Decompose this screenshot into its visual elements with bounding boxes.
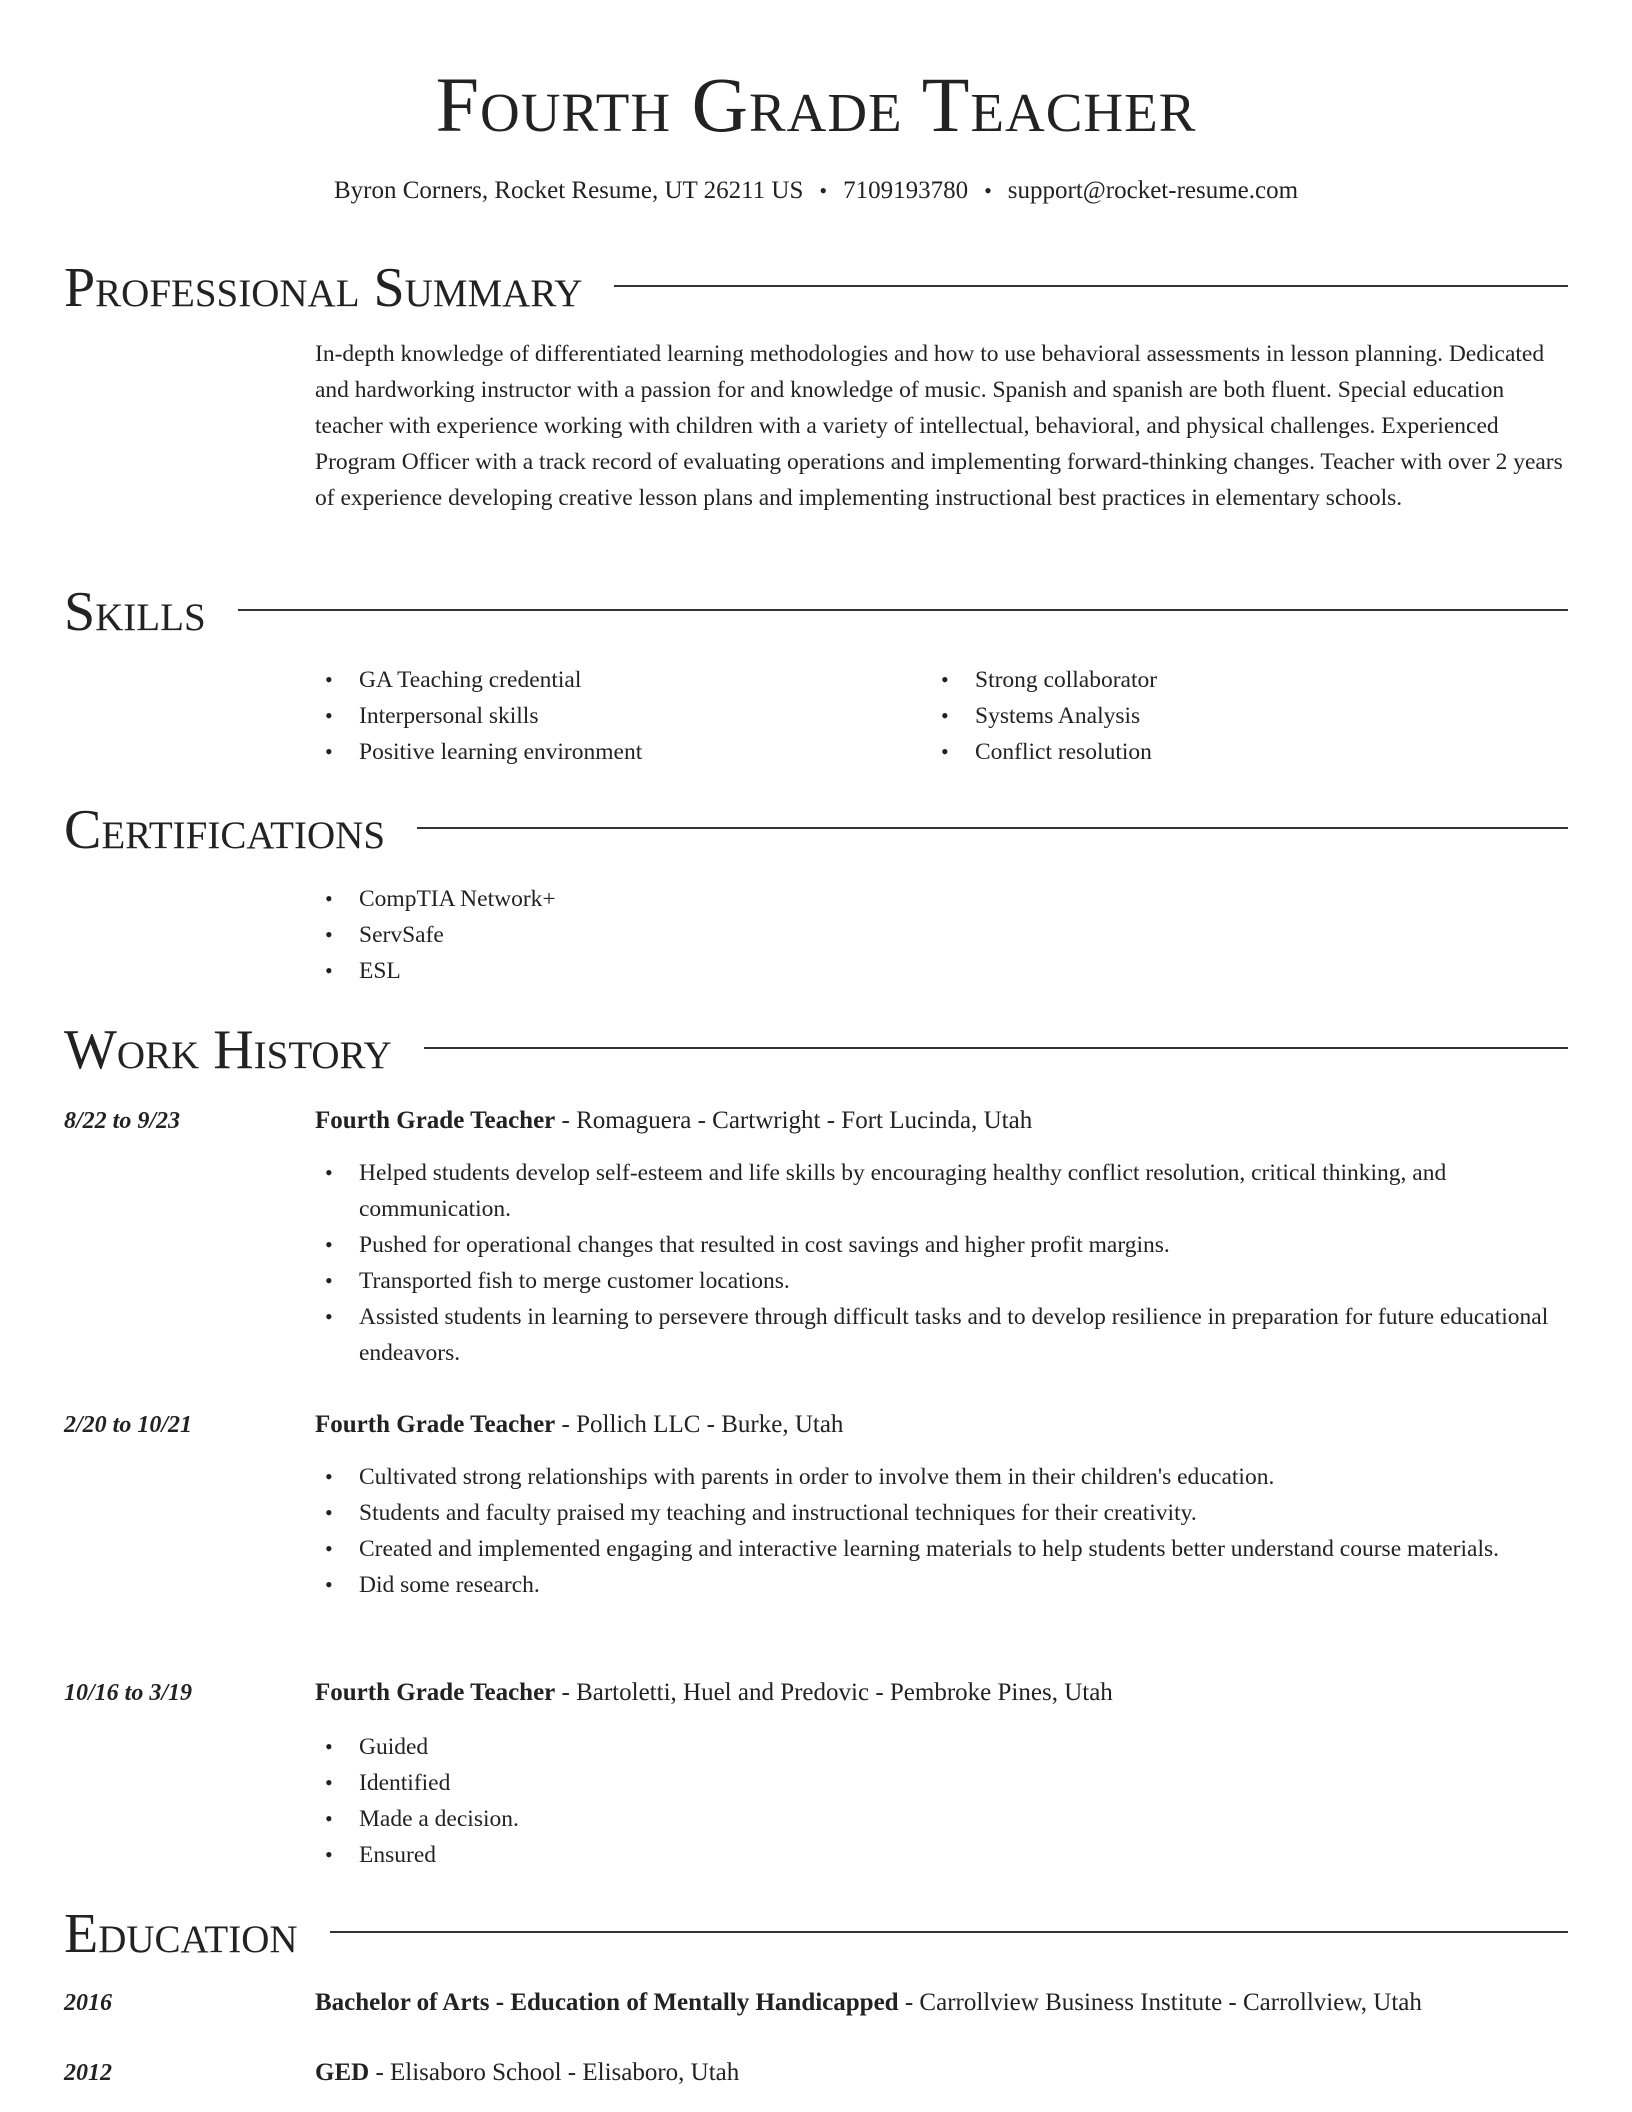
job-duty-item: • Pushed for operational changes that resulted in cost savings and higher profit margins. — [315, 1227, 1575, 1263]
job-duties — [315, 1155, 1575, 1371]
job-duties — [315, 1729, 1575, 1873]
contact-line — [0, 176, 1632, 206]
job-duty-item: • Helped students develop self-esteem and life skills by encouraging healthy conflict resolution, critical thinking, and communication. — [315, 1155, 1575, 1227]
job-duty-item: • Students and faculty praised my teaching and instructional techniques for their creativity. — [315, 1495, 1575, 1531]
section-title-education: Education — [64, 1903, 298, 1965]
job-heading — [315, 1407, 1575, 1443]
skills-column-right — [931, 662, 1491, 770]
section-title-certifications: Certifications — [64, 799, 386, 861]
job-duty-item: • Cultivated strong relationships with parents in order to involve them in their children's education. — [315, 1459, 1575, 1495]
job-dates: 8/22 to 9/23 — [64, 1108, 181, 1134]
job-dates: 2/20 to 10/21 — [64, 1412, 193, 1438]
section-divider — [417, 827, 1568, 829]
certification-item: • ESL — [315, 953, 1575, 989]
job-heading — [315, 1103, 1575, 1139]
contact-phone: 7109193780 — [843, 177, 969, 204]
skill-item: • Interpersonal skills — [315, 698, 875, 734]
job-duty-item: • Created and implemented engaging and interactive learning materials to help students better understand course materials. — [315, 1531, 1575, 1567]
certification-item: • CompTIA Network+ — [315, 881, 1575, 917]
education-year: 2012 — [64, 2060, 112, 2086]
skill-item: • Conflict resolution — [931, 734, 1491, 770]
job-title: Fourth Grade Teacher — [315, 1411, 556, 1438]
section-header-summary — [64, 258, 1568, 318]
job-title: Fourth Grade Teacher — [315, 1679, 556, 1706]
section-divider — [330, 1931, 1568, 1933]
section-divider — [424, 1047, 1568, 1049]
job-employer: - Pollich LLC - Burke, Utah — [555, 1411, 844, 1438]
certifications-list — [315, 881, 1575, 989]
job-duty-item: • Assisted students in learning to persevere through difficult tasks and to develop resilience in preparation for future educational endeavors. — [315, 1299, 1575, 1371]
job-heading — [315, 1675, 1575, 1711]
contact-email: support@rocket-resume.com — [1007, 177, 1299, 204]
education-year: 2016 — [64, 1990, 112, 2016]
education-degree: GED — [315, 2059, 370, 2086]
section-divider — [614, 285, 1568, 287]
education-entry — [315, 2055, 1575, 2091]
job-dates: 10/16 to 3/19 — [64, 1680, 193, 1706]
section-header-skills — [64, 582, 1568, 642]
certification-item: • ServSafe — [315, 917, 1575, 953]
section-title-skills: Skills — [64, 581, 206, 643]
section-header-education — [64, 1904, 1568, 1964]
job-title: Fourth Grade Teacher — [315, 1107, 556, 1134]
section-title-summary: Professional Summary — [64, 257, 583, 319]
job-duty-item: • Made a decision. — [315, 1801, 1575, 1837]
education-school: - Elisaboro School - Elisaboro, Utah — [369, 2059, 740, 2086]
education-degree: Bachelor of Arts - Education of Mentally Handicapped — [315, 1989, 899, 2016]
skill-item: • Systems Analysis — [931, 698, 1491, 734]
contact-separator: • — [984, 178, 992, 203]
section-header-certifications — [64, 800, 1568, 860]
job-employer: - Bartoletti, Huel and Predovic - Pembroke Pines, Utah — [555, 1679, 1113, 1706]
skill-item: • Strong collaborator — [931, 662, 1491, 698]
summary-text: In-depth knowledge of differentiated learning methodologies and how to use behavioral assessments in lesson planning. Dedicated and hardworking instructor with a passion for and knowledge of music. Spanish and spanish are both fluent. Special education teacher with experience working with children with a variety of intellectual, behavioral, and physical challenges. Experienced Program Officer with a track record of evaluating operations and implementing forward-thinking changes. Teacher with over 2 years of experience developing creative lesson plans and implementing instructional best practices in elementary schools. — [315, 341, 1563, 511]
job-duty-item: • Transported fish to merge customer locations. — [315, 1263, 1575, 1299]
skill-item: • GA Teaching credential — [315, 662, 875, 698]
education-entry — [315, 1985, 1575, 2021]
job-employer: - Romaguera - Cartwright - Fort Lucinda, Utah — [555, 1107, 1033, 1134]
job-duties — [315, 1459, 1575, 1603]
contact-address: Byron Corners, Rocket Resume, UT 26211 US — [333, 177, 804, 204]
job-duty-item: • Did some research. — [315, 1567, 1575, 1603]
section-divider — [238, 609, 1568, 611]
contact-separator: • — [819, 178, 828, 203]
skills-column-left — [315, 662, 875, 770]
section-title-work-history: Work History — [64, 1019, 392, 1081]
skill-item: • Positive learning environment — [315, 734, 875, 770]
education-school: - Carrollview Business Institute - Carrollview, Utah — [898, 1989, 1422, 2016]
job-duty-item: • Identified — [315, 1765, 1575, 1801]
job-duty-item: • Guided — [315, 1729, 1575, 1765]
section-header-work-history — [64, 1020, 1568, 1080]
job-duty-item: • Ensured — [315, 1837, 1575, 1873]
candidate-name: Fourth Grade Teacher — [435, 61, 1197, 148]
